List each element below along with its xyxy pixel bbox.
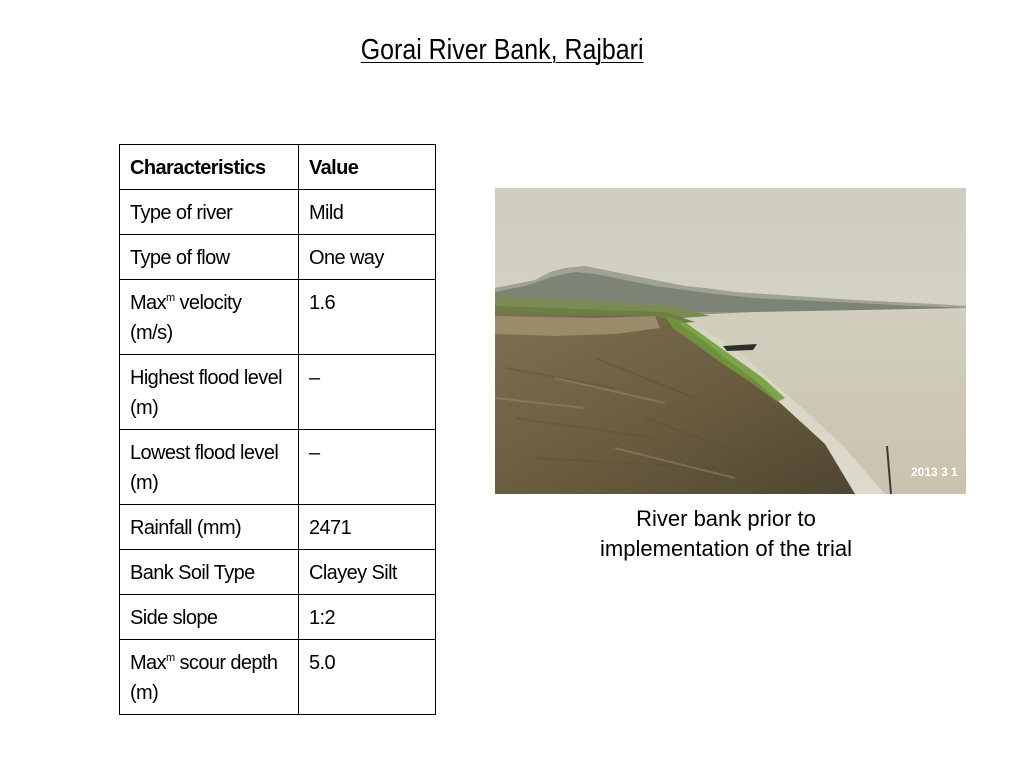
row-label-superscript: m: [165, 292, 175, 304]
table-row: [120, 640, 436, 715]
row-label: Lowest flood level (m): [120, 430, 299, 505]
row-label: Type of flow: [120, 235, 299, 280]
header-characteristics: Characteristics: [120, 145, 299, 190]
row-label-prefix: Max: [130, 652, 166, 674]
table-row: [120, 235, 436, 280]
photo-caption: River bank prior to implementation of the trial: [600, 506, 852, 561]
table-row: [120, 355, 436, 430]
row-value: Mild: [299, 190, 436, 235]
table-row: [120, 280, 436, 355]
row-label-prefix: Max: [130, 292, 166, 314]
table-row: [120, 190, 436, 235]
row-value: 1:2: [299, 595, 436, 640]
river-bank-photo-graphic: [495, 188, 966, 494]
photo-date-stamp: 2013 3 1: [911, 465, 958, 479]
row-label-suffix: velocity (m/s): [130, 292, 242, 344]
table-row: [120, 430, 436, 505]
row-label: Highest flood level (m): [120, 355, 299, 430]
header-value: Value: [299, 145, 436, 190]
row-label: Rainfall (mm): [120, 505, 299, 550]
row-label: [120, 640, 299, 715]
row-label-superscript: m: [165, 652, 175, 664]
row-label: Bank Soil Type: [120, 550, 299, 595]
table-row: [120, 595, 436, 640]
row-label: [120, 280, 299, 355]
slide-title: Gorai River Bank, Rajbari: [360, 34, 644, 66]
row-value: 2471: [299, 505, 436, 550]
row-value: 5.0: [299, 640, 436, 715]
row-label-suffix: scour depth (m): [130, 652, 278, 704]
river-bank-photo: [495, 188, 966, 494]
row-value: –: [299, 430, 436, 505]
table-row: [120, 550, 436, 595]
characteristics-table: [119, 144, 436, 715]
row-label: Type of river: [120, 190, 299, 235]
row-value: One way: [299, 235, 436, 280]
row-value: 1.6: [299, 280, 436, 355]
row-value: Clayey Silt: [299, 550, 436, 595]
row-value: –: [299, 355, 436, 430]
table-row: [120, 505, 436, 550]
row-label: Side slope: [120, 595, 299, 640]
table-header-row: [120, 145, 436, 190]
